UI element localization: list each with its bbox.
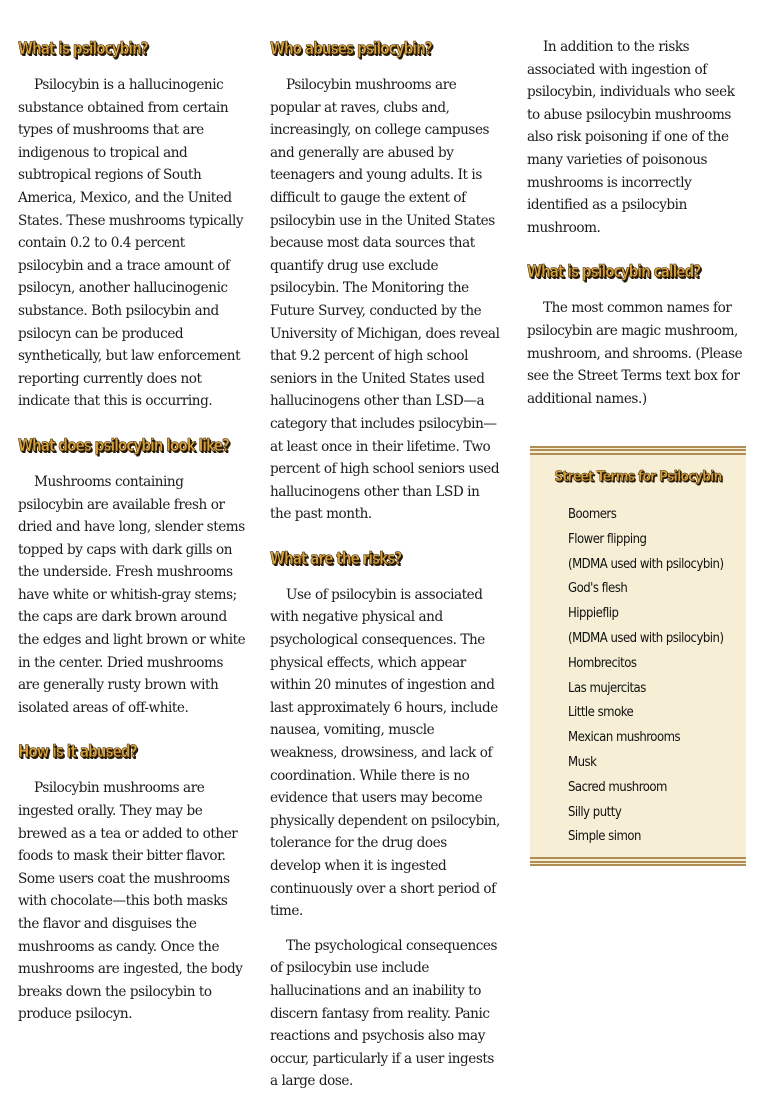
paragraph-who-abuses: Psilocybin mushrooms are popular at raves, clubs and, increasingly, on college campuses and generally are abused by teenagers and young adults. It is difficult to gauge the extent of psilocybin use in the United States because most data sources that quantify drug use exclude psilocybin. The Monitoring the Future Survey, conducted by the University of Michigan, does reveal that 9.2 percent of high school seniors in the United States used hallucinogens other than LSD—a category that includes psilocybin—at least once in their lifetime. Two percent of high school seniors used hallucinogens other than LSD in the past month. <box>270 77 500 523</box>
street-term-item: Las mujercitas <box>568 680 646 696</box>
paragraph-common-names: The most common names for psilocybin are magic mushroom, mushroom, and shrooms. (Please see the Street Terms text box for additional names.) <box>527 300 743 407</box>
heading-who-abuses-psilocybin: Who abuses psilocybin? <box>270 39 432 59</box>
paragraph-poisoning-risk: In addition to the risks associated with ingestion of psilocybin, individuals who seek to abuse psilocybin mushrooms also risk poisoning if one of the many varieties of poisonous mushrooms is incorrectly identified as a psilocybin mushroom. <box>527 39 735 236</box>
street-term-item: Boomers <box>568 507 617 522</box>
paragraph-appearance: Mushrooms containing psilocybin are available fresh or dried and have long, slender stems topped by caps with dark gills on the underside. Fresh mushrooms have white or whitish-gray stems; the caps are dark brown around the edges and light brown or white in the center. Dried mushrooms are generally rusty brown with isolated areas of off-white. <box>18 473 246 716</box>
paragraph-how-abused: Psilocybin mushrooms are ingested orally. They may be brewed as a tea or added to other foods to mask their bitter flavor. Some users coat the mushrooms with chocolate—this both masks the flavor and disguises the mushrooms as candy. Once the mushrooms are ingested, the body breaks down the psilocybin to produce psilocyn. <box>18 780 243 1023</box>
column-right <box>527 36 749 410</box>
street-term-item: Mexican mushrooms <box>568 730 681 746</box>
column-middle <box>270 36 500 1093</box>
heading-how-is-it-abused: How is it abused? <box>18 742 137 763</box>
street-terms-box <box>530 446 746 866</box>
street-term-item: Silly putty <box>568 804 622 820</box>
street-term-item: God's flesh <box>568 581 628 597</box>
street-term-item: Little smoke <box>568 705 634 721</box>
street-term-item: Flower flipping <box>568 531 647 547</box>
street-term-item: Simple simon <box>568 829 641 845</box>
street-term-item: Hippieflip <box>568 606 619 622</box>
column-left <box>18 36 246 1026</box>
paragraph-what-is-psilocybin: Psilocybin is a hallucinogenic substance obtained from certain types of mushrooms that are indigenous to tropical and subtropical regions of South America, Mexico, and the United States. These mushrooms typically contain 0.2 to 0.4 percent psilocybin and a trace amount of psilocyn, another hallucinogenic substance. Both psilocybin and psilocyn can be produced synthetically, but law enforcement reporting currently does not indicate that this is occurring. <box>18 77 244 410</box>
street-term-item: Hombrecitos <box>568 655 637 671</box>
heading-what-is-psilocybin-called: What is psilocybin called? <box>527 262 701 283</box>
street-terms-title: Street Terms for Psilocybin <box>554 469 722 485</box>
street-term-item: Musk <box>568 754 597 770</box>
street-term-item: Sacred mushroom <box>568 779 667 795</box>
street-term-item: (MDMA used with psilocybin) <box>568 556 724 572</box>
paragraph-psychological-risks: The psychological consequences of psilocybin use include hallucinations and an inability to discern fantasy from reality. Panic reactions and psychosis also may occur, particularly if a user ingests a large dose. <box>270 937 498 1090</box>
street-terms-list <box>530 503 746 850</box>
heading-what-are-the-risks: What are the risks? <box>270 548 402 569</box>
heading-what-does-psilocybin-look-like: What does psilocybin look like? <box>18 435 229 456</box>
heading-what-is-psilocybin: What is psilocybin? <box>18 39 148 59</box>
paragraph-physical-risks: Use of psilocybin is associated with negative physical and psychological consequences. The physical effects, which appear within 20 minutes of ingestion and last approximately 6 hours, include nausea, vomiting, muscle weakness, drowsiness, and lack of coordination. While there is no evidence that users may become physically dependent on psilocybin, tolerance for the drug does develop when it is ingested continuously over a short period of time. <box>270 586 500 920</box>
street-term-item: (MDMA used with psilocybin) <box>568 630 724 646</box>
